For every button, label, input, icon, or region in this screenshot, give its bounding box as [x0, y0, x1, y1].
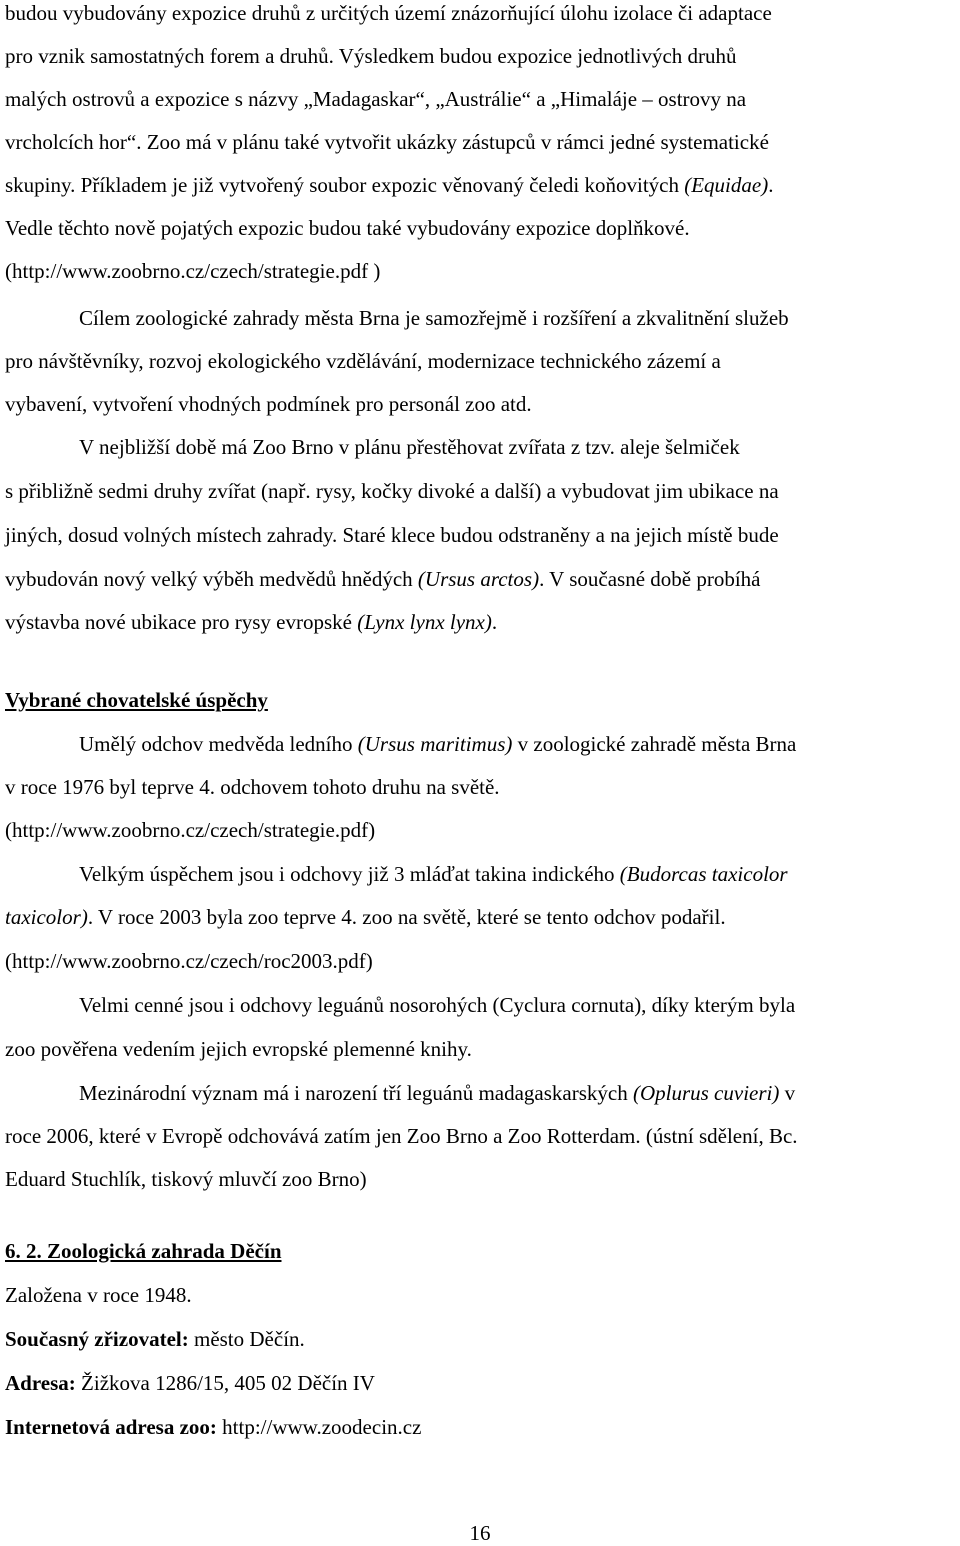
field-label: Internetová adresa zoo: — [5, 1415, 217, 1439]
text-line: V nejbližší době má Zoo Brno v plánu přestěhovat zvířata z tzv. aleje šelmiček — [79, 435, 740, 459]
address-line — [5, 1370, 375, 1396]
founder-line — [5, 1326, 305, 1352]
italic-species-name: (Oplurus cuvieri) — [632, 1081, 780, 1105]
text-line: Vedle těchto nově pojatých expozic budou také vybudovány expozice doplňkové. — [5, 216, 690, 240]
text-line: pro návštěvníky, rozvoj ekologického vzdělávání, modernizace technického zázemí a — [5, 349, 721, 373]
text-line: výstavba nové ubikace pro rysy evropské (Lynx lynx lynx). — [5, 610, 498, 634]
text-line: zoo pověřena vedením jejich evropské plemenné knihy. — [5, 1037, 472, 1061]
text-line: Velkým úspěchem jsou i odchovy již 3 mláďat takina indického (Budorcas taxicolor — [79, 862, 788, 886]
field-value: Žižkova 1286/15, 405 02 Děčín IV — [75, 1371, 375, 1395]
field-label: Adresa: — [5, 1371, 76, 1395]
text-line: roce 2006, které v Evropě odchovává zatím jen Zoo Brno a Zoo Rotterdam. (ústní sdělení, Bc. — [5, 1124, 798, 1148]
text-line: s přibližně sedmi druhy zvířat (např. rysy, kočky divoké a další) a vybudovat jim ubikace na — [5, 479, 779, 503]
text-line: taxicolor). V roce 2003 byla zoo teprve 4. zoo na světě, které se tento odchov podařil. — [5, 905, 726, 929]
page-number: 16 — [469, 1521, 491, 1545]
source-link: (http://www.zoobrno.cz/czech/strategie.pdf ) — [5, 259, 381, 283]
text-line: jiných, dosud volných místech zahrady. Staré klece budou odstraněny a na jejich místě bude — [5, 523, 779, 547]
text-line: Velmi cenné jsou i odchovy leguánů nosorohých (Cyclura cornuta), díky kterým byla — [79, 993, 796, 1017]
italic-species-name: (Equidae) — [684, 173, 769, 197]
source-link: (http://www.zoobrno.cz/czech/strategie.pdf) — [5, 818, 376, 842]
text-line: malých ostrovů a expozice s názvy „Madagaskar“, „Austrálie“ a „Himaláje – ostrovy na — [5, 87, 747, 111]
text-line: Mezinárodní význam má i narození tří leguánů madagaskarských (Oplurus cuvieri) v — [79, 1081, 796, 1105]
text-line: pro vznik samostatných forem a druhů. Výsledkem budou expozice jednotlivých druhů — [5, 44, 737, 68]
section-heading: Vybrané chovatelské úspěchy — [5, 688, 268, 712]
text-line: Cílem zoologické zahrady města Brna je samozřejmě i rozšíření a zkvalitnění služeb — [79, 306, 789, 330]
field-value: město Děčín. — [188, 1327, 305, 1351]
text-line: vybudován nový velký výběh medvědů hnědých (Ursus arctos). V současné době probíhá — [5, 567, 761, 591]
document-page — [5, 0, 945, 1543]
text-line: v roce 1976 byl teprve 4. odchovem tohoto druhu na světě. — [5, 775, 500, 799]
website-line — [5, 1414, 421, 1440]
italic-species-name: (Ursus maritimus) — [357, 732, 513, 756]
italic-species-name: (Lynx lynx lynx) — [357, 610, 492, 634]
italic-species-name: taxicolor) — [5, 905, 88, 929]
text-line: skupiny. Příkladem je již vytvořený soubor expozic věnovaný čeledi koňovitých (Equidae). — [5, 173, 774, 197]
founded-line: Založena v roce 1948. — [5, 1283, 192, 1307]
text-line: Eduard Stuchlík, tiskový mluvčí zoo Brno) — [5, 1167, 367, 1191]
field-label: Současný zřizovatel: — [5, 1327, 189, 1351]
text-line: budou vybudovány expozice druhů z určitých území znázorňující úlohu izolace či adaptace — [5, 1, 772, 25]
italic-species-name: (Ursus arctos) — [417, 567, 540, 591]
text-line: Umělý odchov medvěda ledního (Ursus maritimus) v zoologické zahradě města Brna — [79, 732, 797, 756]
source-link: (http://www.zoobrno.cz/czech/roc2003.pdf) — [5, 949, 373, 973]
text-line: vybavení, vytvoření vhodných podmínek pro personál zoo atd. — [5, 392, 532, 416]
italic-species-name: (Budorcas taxicolor — [619, 862, 788, 886]
field-value: http://www.zoodecin.cz — [216, 1415, 422, 1439]
text-line: vrcholcích hor“. Zoo má v plánu také vytvořit ukázky zástupců v rámci jedné systematické — [5, 130, 769, 154]
subsection-heading: 6. 2. Zoologická zahrada Děčín — [5, 1239, 282, 1263]
